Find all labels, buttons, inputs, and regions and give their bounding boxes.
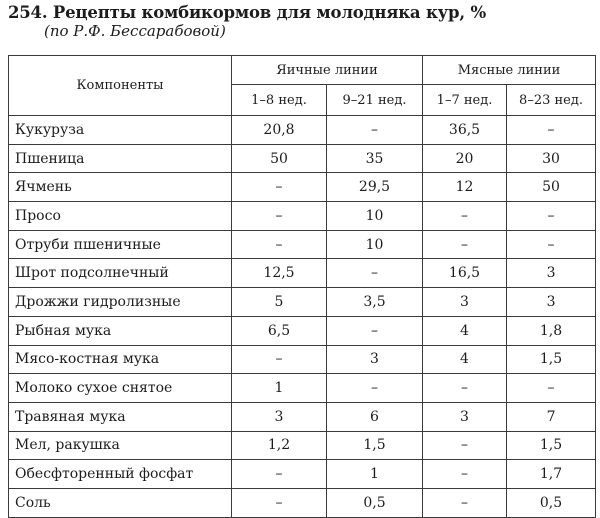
value-cell: –	[423, 202, 507, 231]
value-cell: –	[423, 488, 507, 517]
component-name-cell: Шрот подсолнечный	[9, 259, 232, 288]
table-row	[9, 288, 596, 317]
value-cell: 0,5	[507, 488, 596, 517]
value-cell: 1,5	[507, 345, 596, 374]
component-name-cell: Просо	[9, 202, 232, 231]
value-cell: –	[232, 173, 327, 202]
value-cell: –	[327, 374, 423, 403]
component-name-cell: Дрожжи гидролизные	[9, 288, 232, 317]
value-cell: 1	[232, 374, 327, 403]
meat-lines-header: Мясные линии	[423, 56, 596, 85]
value-cell: 10	[327, 230, 423, 259]
table-row	[9, 488, 596, 517]
period-header: 1–7 нед.	[423, 85, 507, 116]
value-cell: –	[507, 202, 596, 231]
value-cell: 35	[327, 144, 423, 173]
value-cell: 1,2	[232, 431, 327, 460]
value-cell: 29,5	[327, 173, 423, 202]
value-cell: 50	[507, 173, 596, 202]
value-cell: –	[423, 374, 507, 403]
component-name-cell: Рыбная мука	[9, 316, 232, 345]
table-subtitle: (по Р.Ф. Бессарабовой)	[44, 22, 226, 40]
value-cell: –	[232, 230, 327, 259]
table-row	[9, 460, 596, 489]
value-cell: –	[507, 116, 596, 145]
value-cell: –	[327, 116, 423, 145]
period-header: 1–8 нед.	[232, 85, 327, 116]
value-cell: –	[232, 488, 327, 517]
header-group-row	[9, 56, 596, 85]
component-name-cell: Молоко сухое снятое	[9, 374, 232, 403]
egg-lines-header: Яичные линии	[232, 56, 423, 85]
value-cell: 1,5	[327, 431, 423, 460]
table-body	[9, 116, 596, 518]
table-row	[9, 202, 596, 231]
table-row	[9, 173, 596, 202]
period-header: 9–21 нед.	[327, 85, 423, 116]
value-cell: 1,5	[507, 431, 596, 460]
value-cell: 7	[507, 402, 596, 431]
recipes-table	[8, 55, 596, 518]
component-name-cell: Соль	[9, 488, 232, 517]
value-cell: 1,7	[507, 460, 596, 489]
value-cell: –	[423, 230, 507, 259]
value-cell: –	[507, 374, 596, 403]
value-cell: 6	[327, 402, 423, 431]
value-cell: 5	[232, 288, 327, 317]
value-cell: 3	[327, 345, 423, 374]
value-cell: 3	[423, 402, 507, 431]
value-cell: 50	[232, 144, 327, 173]
value-cell: 6,5	[232, 316, 327, 345]
table-row	[9, 144, 596, 173]
value-cell: 0,5	[327, 488, 423, 517]
value-cell: –	[232, 202, 327, 231]
component-name-cell: Отруби пшеничные	[9, 230, 232, 259]
value-cell: 4	[423, 316, 507, 345]
value-cell: 1	[327, 460, 423, 489]
period-header: 8–23 нед.	[507, 85, 596, 116]
table-row	[9, 431, 596, 460]
component-name-cell: Ячмень	[9, 173, 232, 202]
table-row	[9, 374, 596, 403]
value-cell: 3	[232, 402, 327, 431]
table-row	[9, 259, 596, 288]
value-cell: 30	[507, 144, 596, 173]
component-name-cell: Мел, ракушка	[9, 431, 232, 460]
value-cell: 4	[423, 345, 507, 374]
value-cell: 3	[423, 288, 507, 317]
value-cell: –	[232, 460, 327, 489]
value-cell: 16,5	[423, 259, 507, 288]
table-row	[9, 402, 596, 431]
value-cell: 3,5	[327, 288, 423, 317]
value-cell: –	[423, 431, 507, 460]
value-cell: 12	[423, 173, 507, 202]
value-cell: 1,8	[507, 316, 596, 345]
value-cell: 36,5	[423, 116, 507, 145]
value-cell: –	[327, 316, 423, 345]
component-name-cell: Травяная мука	[9, 402, 232, 431]
table-row	[9, 345, 596, 374]
component-name-cell: Мясо-костная мука	[9, 345, 232, 374]
value-cell: –	[507, 230, 596, 259]
value-cell: 10	[327, 202, 423, 231]
table-row	[9, 230, 596, 259]
value-cell: 3	[507, 259, 596, 288]
value-cell: –	[327, 259, 423, 288]
value-cell: 20,8	[232, 116, 327, 145]
value-cell: 3	[507, 288, 596, 317]
component-name-cell: Пшеница	[9, 144, 232, 173]
table-row	[9, 316, 596, 345]
value-cell: 12,5	[232, 259, 327, 288]
value-cell: –	[423, 460, 507, 489]
value-cell: 20	[423, 144, 507, 173]
table-title: 254. Рецепты комбикормов для молодняка кур, %	[8, 3, 486, 22]
component-name-cell: Обесфторенный фосфат	[9, 460, 232, 489]
components-header: Компоненты	[9, 56, 232, 116]
component-name-cell: Кукуруза	[9, 116, 232, 145]
table-row	[9, 116, 596, 145]
value-cell: –	[232, 345, 327, 374]
